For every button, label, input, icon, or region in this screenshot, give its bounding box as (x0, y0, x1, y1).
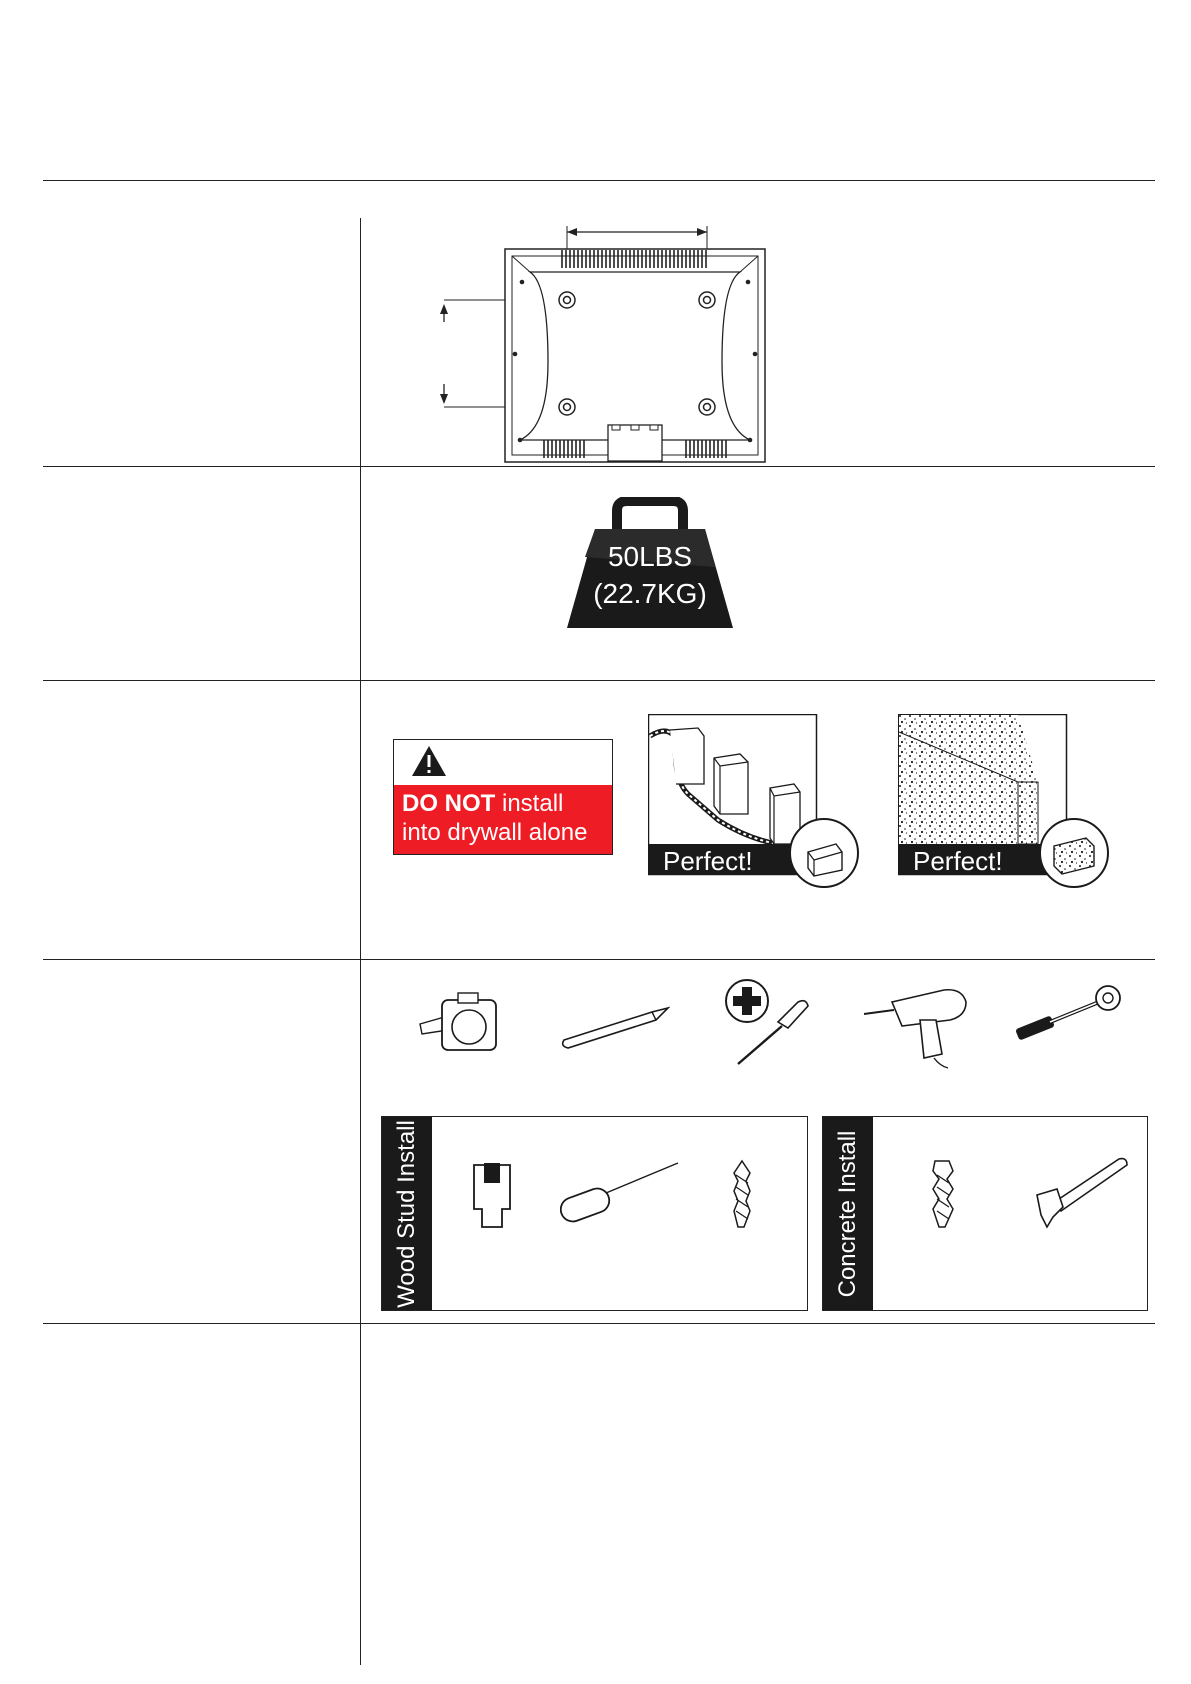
warning-line2: into drywall alone (402, 819, 588, 846)
concrete-title: Concrete Install (834, 1130, 861, 1297)
power-drill-icon (862, 980, 972, 1070)
warning-text (394, 785, 612, 854)
row-divider-4 (43, 1323, 1155, 1324)
warning-rest: install (502, 790, 564, 817)
tape-measure-icon (418, 988, 508, 1058)
row-divider-3 (43, 959, 1155, 960)
tv-back-diagram (430, 222, 780, 464)
masonry-bit-icon (929, 1159, 957, 1229)
column-divider (360, 218, 361, 1665)
drill-bit-icon (730, 1159, 754, 1229)
concrete-tab (823, 1117, 873, 1310)
pencil-icon (560, 1000, 670, 1050)
drywall-warning (393, 739, 613, 855)
row-divider-2 (43, 680, 1155, 681)
wood-stud-title: Wood Stud Install (393, 1119, 420, 1308)
wood-stud-label: Perfect! (663, 846, 753, 876)
wood-stud-wall (648, 714, 818, 874)
wood-stud-tools-panel (381, 1116, 808, 1311)
weight-lbs: 50LBS (607, 541, 693, 572)
warning-strong: DO NOT (402, 790, 496, 817)
weight-kg: (22.7KG) (593, 578, 707, 609)
concrete-tools-panel (822, 1116, 1148, 1311)
warning-triangle-icon (410, 744, 448, 778)
phillips-screwdriver-icon (724, 978, 814, 1068)
row-divider-1 (43, 466, 1155, 467)
top-rule (43, 180, 1155, 181)
hammer-icon (1023, 1155, 1133, 1235)
stud-finder-icon (470, 1159, 514, 1231)
concrete-wall (898, 714, 1068, 874)
socket-wrench-icon (1016, 984, 1126, 1054)
wood-stud-tab (382, 1117, 432, 1310)
awl-icon (560, 1157, 680, 1227)
concrete-label: Perfect! (913, 846, 1003, 876)
